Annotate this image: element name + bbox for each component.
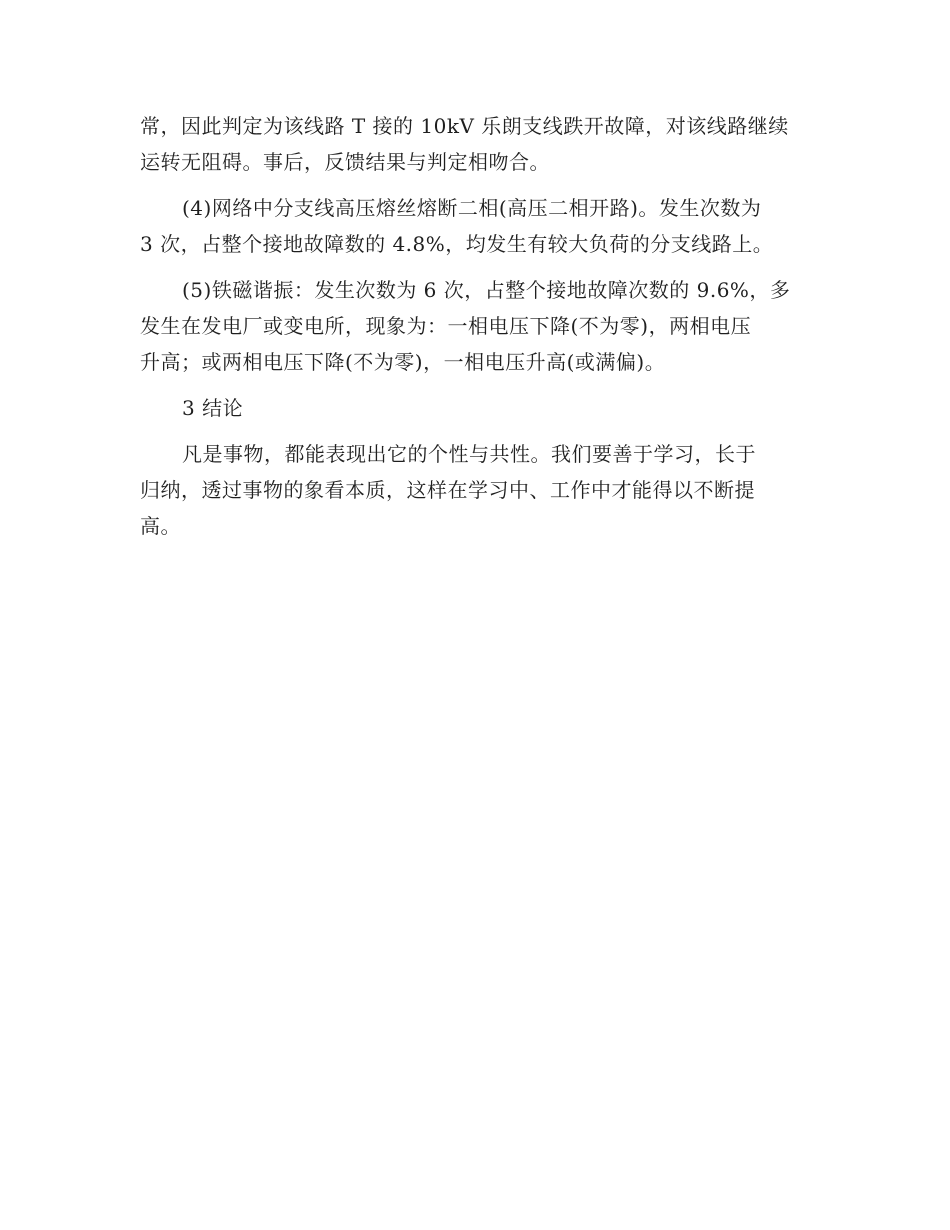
- document-body: [140, 108, 810, 554]
- paragraph-conclusion: [140, 436, 810, 544]
- section-heading-conclusion: [140, 390, 810, 426]
- section-heading: 3 结论: [182, 396, 244, 420]
- text-line: 常，因此判定为该线路 T 接的 10kV 乐朗支线跌开故障，对该线路继续: [140, 114, 789, 138]
- text-line: 发生在发电厂或变电所，现象为：一相电压下降(不为零)，两相电压: [140, 314, 752, 338]
- text-line: 高。: [140, 514, 181, 538]
- text-line: 3 次，占整个接地故障数的 4.8%，均发生有较大负荷的分支线路上。: [140, 232, 774, 256]
- text-line: 归纳，透过事物的象看本质，这样在学习中、工作中才能得以不断提: [140, 478, 755, 502]
- paragraph-item-5: [140, 272, 810, 380]
- text-line: (4)网络中分支线高压熔丝熔断二相(高压二相开路)。发生次数为: [182, 196, 762, 220]
- paragraph-fault-conclusion: [140, 108, 810, 180]
- text-line: 凡是事物，都能表现出它的个性与共性。我们要善于学习，长于: [182, 442, 756, 466]
- text-line: 升高；或两相电压下降(不为零)，一相电压升高(或满偏)。: [140, 350, 666, 374]
- paragraph-item-4: [140, 190, 810, 262]
- text-line: 运转无阻碍。事后，反馈结果与判定相吻合。: [140, 150, 550, 174]
- text-line: (5)铁磁谐振：发生次数为 6 次，占整个接地故障次数的 9.6%，多: [182, 278, 791, 302]
